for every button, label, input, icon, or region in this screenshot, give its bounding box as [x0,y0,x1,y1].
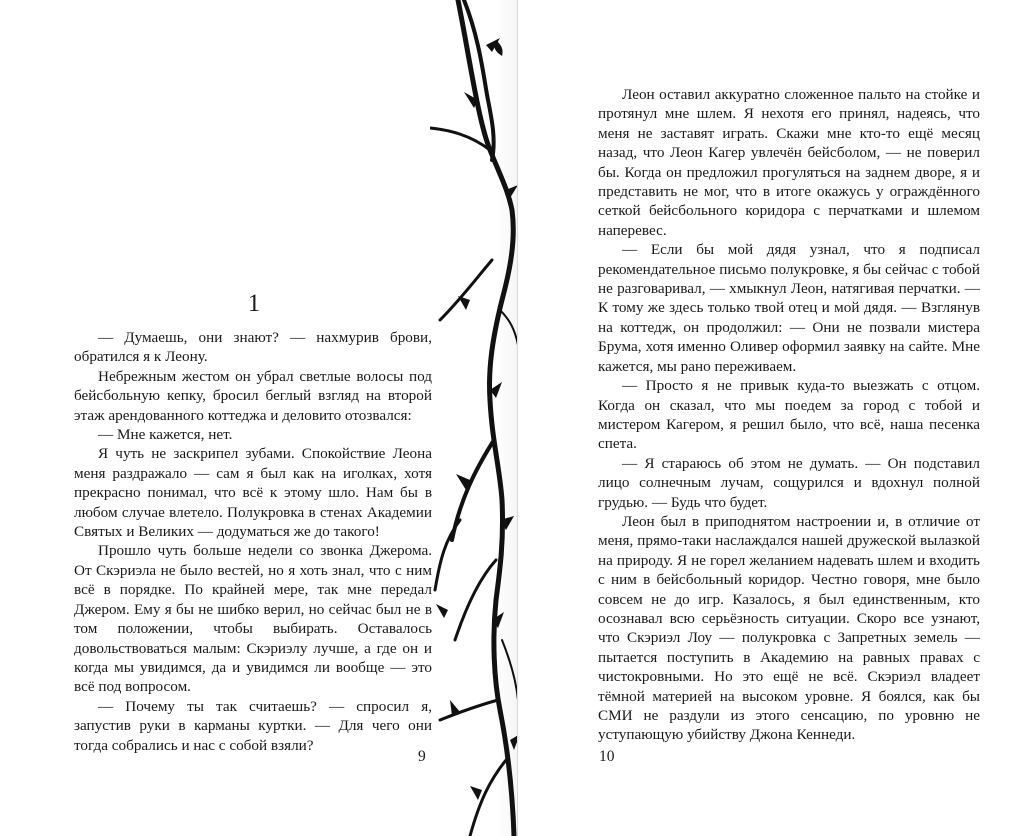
paragraph: — Думаешь, они знают? — нахмурив брови, обратился я к Леону. [74,329,432,366]
paragraph: Небрежным жестом он убрал светлые волосы под бейсбольную кепку, бросил беглый взгляд на второй этаж арендованного коттеджа и деловито отозвался: [74,367,432,424]
paragraph: Прошло чуть больше недели со звонка Джерома. От Скэриэла не было вестей, но я хоть знал, что с ним всё в порядке. По крайней мере, так мне передал Джером. Ему я бы не шибко верил, но сейчас был не в том положении, чтобы выбирать. Оставалось довольствоваться малым: Скэриэлу лучше, а где он и когда мы увидимся, да и увидимся ли вообще — это всё под вопросом. [74,542,432,696]
paragraph: Леон был в приподнятом настроении и, в отличие от меня, прямо-таки наслаждался нашей дружеской вылазкой на природу. Я не горел желанием надевать шлем и входить с ним в бейсбольный коридор. Честно говоря, мне было совсем не до игр. Казалось, я был единственным, кто осознавал всю серьёзность ситуации. Скоро все узнают, что Скэриэл Лоу — полукровка с Запретных земель — пытается поступить в Академию на равных правах с чистокровными. Но это ещё не всё. Скэриэл владеет тёмной материей на высоком уровне. Я боялся, как бы СМИ не раздули из этого сенсацию, по уровню не уступающую убийству Джона Кеннеди. [598,512,980,744]
paragraph: — Просто я не привык куда-то выезжать с отцом. Когда он сказал, что мы поедем за город с тобой и мистером Кагером, я решил было, что всё, наша песенка спета. [598,377,980,453]
paragraph: — Если бы мой дядя узнал, что я подписал рекомендательное письмо полукровке, я бы сейчас с тобой не разговаривал, — хмыкнул Леон, натягивая перчатки. — К тому же здесь только твой отец и мой дядя. — Взглянув на коттедж, он продолжил: — Они не позвали мистера Брума, хотя именно Оливер оформил заявку на сайте. Мне кажется, мы рано переживаем. [598,241,980,375]
paragraph: — Почему ты так считаешь? — спросил я, запустив руки в карманы куртки. — Для чего они тогда собрались и нас с собой взяли? [74,697,432,754]
right-page-text [598,85,980,745]
left-page-text [74,328,432,755]
page-number-left: 9 [418,748,426,765]
thorny-vine-ornament-icon [430,0,520,836]
paragraph: Леон оставил аккуратно сложенное пальто на стойке и протянул мне шлем. Я нехотя его принял, надеясь, что меня не заставят играть. Скажи мне кто-то ещё месяц назад, что Леон Кагер увлечён бейсболом, — не поверил бы. Когда он предложил прогуляться на заднем дворе, я и представить не мог, что в итоге окажусь у ограждённого сеткой бейсбольного коридора с перчатками и шлемом наперевес. [598,86,980,239]
page-number-right: 10 [599,748,615,765]
paragraph: — Мне кажется, нет. [98,426,233,444]
paragraph: — Я стараюсь об этом не думать. — Он подставил лицо солнечным лучам, сощурился и вдохнул полной грудью. — Будь что будет. [598,454,980,511]
chapter-number: 1 [247,290,261,317]
paragraph: Я чуть не заскрипел зубами. Спокойствие Леона меня раздражало — сам я был как на иголках, хотя прекрасно понимал, что всё к этому шло. Нам бы в любом случае влетело. Полукровка в стенах Академии Святых и Великих — додуматься же до такого! [74,445,432,541]
